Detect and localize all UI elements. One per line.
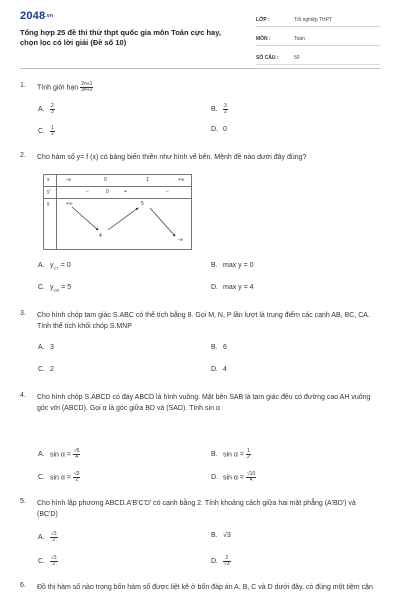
vt-x-value: +∞ <box>178 177 185 183</box>
option-letter: D. <box>211 284 218 291</box>
logo-text: 2048 <box>20 10 46 22</box>
option-a[interactable] <box>38 104 55 115</box>
vt-y-value: 4 <box>99 233 102 239</box>
question-text: Cho hình chóp tam giác S.ABC có thể tích bằng 8. Gọi M, N, P lần lượt là trung điểm các cạnh AB, BC, CA. Tính thể tích khối chóp S.MNP <box>37 312 370 330</box>
meta-key: LỚP : <box>256 17 270 23</box>
arrow-down-icon <box>150 208 175 236</box>
option-c[interactable] <box>38 556 58 567</box>
question-text: Đồ thị hàm số nào trong bốn hàm số được liệt kê ở bốn đáp án A, B, C và D dưới đây, có đúng một tiệm cận <box>37 584 373 591</box>
subscript: CĐ <box>53 287 60 293</box>
option-b[interactable] <box>211 532 231 539</box>
option-fraction: $\frac{2}{3}$ <box>51 103 54 115</box>
option-text: 4 <box>223 366 227 373</box>
arrow-up-icon <box>108 208 138 230</box>
option-b[interactable] <box>211 104 228 115</box>
option-letter: A. <box>38 534 45 542</box>
option-fraction: $\frac{√3}{2}$ <box>73 471 80 483</box>
question-text <box>37 82 377 93</box>
option-letter: A. <box>38 451 45 459</box>
option-text: max y = 0 <box>223 262 254 269</box>
question-text: Cho hình chóp S.ABCD có đáy ABCD là hình vuông. Mặt bên SAB là tam giác đều có đường cao AH vuông góc với (ABCD). Gọi α là góc giữa BD và (SAD). Tính sin α <box>37 394 371 412</box>
vt-x-value: 0 <box>104 177 107 183</box>
meta-value: Tốt nghiệp THPT <box>294 17 332 23</box>
vt-y-value: -∞ <box>178 237 184 243</box>
option-b[interactable] <box>211 344 227 351</box>
vt-arrows <box>44 175 191 249</box>
option-letter: C. <box>38 558 45 566</box>
document-title: Tổng hợp 25 đề thi thử thpt quốc gia môn Toán cực hay, chọn lọc có lời giải (Đề số 10) <box>20 28 221 47</box>
document-meta <box>256 14 380 71</box>
option-c[interactable] <box>38 126 55 137</box>
site-logo[interactable] <box>20 10 53 22</box>
option-letter: C. <box>38 474 45 482</box>
option-text: sin α = <box>223 451 244 459</box>
subscript: CT <box>53 265 59 271</box>
option-fraction: $\frac{1}{2}$ <box>246 448 250 460</box>
variation-table <box>43 174 192 250</box>
question-number: 4. <box>20 392 26 399</box>
option-letter: B. <box>211 532 218 539</box>
question-number: 1. <box>20 82 26 89</box>
vt-sign: + <box>124 189 127 195</box>
meta-value: Toán <box>294 36 305 42</box>
option-letter: D. <box>211 126 218 133</box>
question-text: Cho hàm số y= f (x) có bảng biến thiên như hình vẽ bên. Mệnh đề nào dưới đây đúng? <box>37 154 307 161</box>
option-fraction: $\frac{√6}{4}$ <box>73 448 80 460</box>
question-text-body: Tính giới hạn <box>37 84 79 92</box>
question-number: 3. <box>20 310 26 317</box>
option-letter: A. <box>38 262 45 269</box>
option-b[interactable] <box>211 262 254 269</box>
vt-yprime-label: y' <box>47 189 51 195</box>
option-letter: A. <box>38 344 45 351</box>
option-text: sin α = <box>223 474 244 482</box>
option-letter: B. <box>211 106 218 114</box>
meta-row-subject <box>256 33 380 46</box>
option-letter: B. <box>211 262 218 269</box>
option-text: √3 <box>223 532 231 539</box>
option-fraction: $\frac{3}{2}$ <box>224 103 227 115</box>
vt-x-value: -∞ <box>66 177 72 183</box>
option-text: 2 <box>50 366 54 373</box>
option-d[interactable] <box>211 284 254 291</box>
option-d[interactable] <box>211 472 256 483</box>
option-fraction: $\frac{2}{√3}$ <box>224 555 230 567</box>
option-b[interactable] <box>211 449 251 460</box>
question-number: 2. <box>20 152 26 159</box>
option-a[interactable] <box>38 449 80 460</box>
option-fraction: $\frac{1}{2}$ <box>51 125 54 137</box>
meta-row-count <box>256 52 380 65</box>
option-c[interactable] <box>38 472 80 483</box>
vt-sign: − <box>86 189 89 195</box>
option-a[interactable] <box>38 344 54 351</box>
option-text: 0 <box>223 126 227 133</box>
arrow-down-icon <box>72 207 98 230</box>
option-letter: C. <box>38 366 45 373</box>
vt-x-label: x <box>47 177 50 183</box>
option-c[interactable] <box>38 366 54 373</box>
option-letter: D. <box>211 474 218 482</box>
vt-y-label: y <box>47 201 50 207</box>
option-d[interactable] <box>211 366 227 373</box>
vt-y-value: 5 <box>141 201 144 207</box>
meta-key: MÔN : <box>256 36 271 42</box>
option-text: max y = 4 <box>223 284 254 291</box>
option-a[interactable]: A. $y_{CT} = 0$ <box>38 262 71 271</box>
option-letter: C. <box>38 128 45 136</box>
meta-key: SỐ CÂU : <box>256 55 279 61</box>
meta-value: 50 <box>294 55 300 61</box>
vt-x-value: 1 <box>146 177 149 183</box>
option-text: = 0 <box>60 262 71 269</box>
option-text: = 5 <box>61 284 72 291</box>
option-a[interactable] <box>38 532 58 543</box>
option-letter: B. <box>211 344 218 351</box>
logo-suffix: .vn <box>45 13 54 20</box>
option-text: sin α = <box>50 451 71 459</box>
vt-sign: 0 <box>106 189 109 195</box>
option-letter: B. <box>211 451 218 459</box>
document-header <box>20 10 380 70</box>
meta-row-class <box>256 14 380 27</box>
option-fraction: $\frac{√3}{2}$ <box>51 531 57 543</box>
option-text: 6 <box>223 344 227 351</box>
question-text: Cho hình lập phương ABCD.A'B'C'D' có cạnh bằng 2. Tính khoảng cách giữa hai mặt phẳng (A'BD') và (BC'D) <box>37 500 356 518</box>
question-number: 6. <box>20 582 26 589</box>
option-text: 3 <box>50 344 54 351</box>
option-fraction: $\frac{√3}{2}$ <box>51 555 57 567</box>
option-letter: A. <box>38 106 45 114</box>
limit-fraction: $\frac{2n+1}{3n+2}$ <box>81 81 93 93</box>
vt-sign: − <box>166 189 169 195</box>
option-letter: C. <box>38 284 45 291</box>
option-text: sin α = <box>50 474 71 482</box>
question-number: 5. <box>20 498 26 505</box>
option-c[interactable]: C. $y_{CĐ} = 5$ <box>38 284 72 293</box>
vt-y-value: +∞ <box>66 201 73 207</box>
option-fraction: $\frac{√10}{4}$ <box>246 471 256 483</box>
header-divider <box>20 68 380 69</box>
option-letter: D. <box>211 558 218 566</box>
option-d[interactable] <box>211 556 231 567</box>
option-letter: D. <box>211 366 218 373</box>
option-d[interactable] <box>211 126 227 133</box>
